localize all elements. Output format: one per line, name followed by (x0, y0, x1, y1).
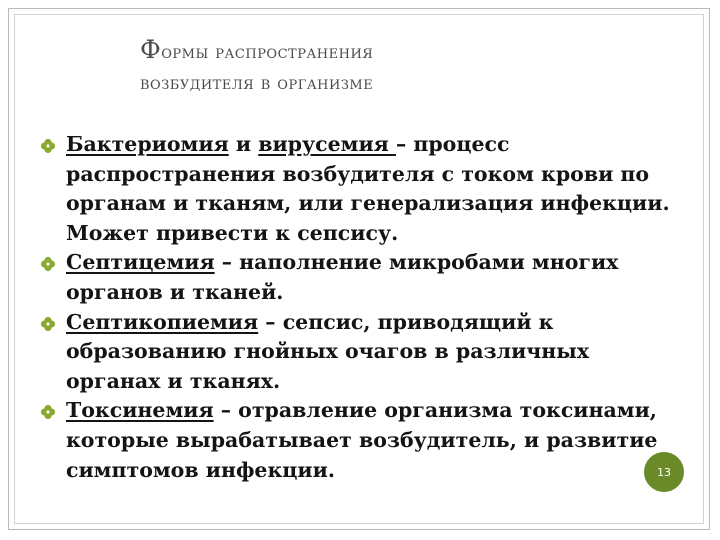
term-virusemia: вирусемия (258, 132, 396, 156)
term-toxinemia: Токсинемия (66, 398, 214, 423)
item-text: – сепсис, приводящий к образованию гнойных очагов в различных органах и тканях. (66, 309, 590, 393)
term-septicopyemia: Септикопиемия (66, 309, 259, 334)
term-septicemia: Септицемия (66, 250, 215, 275)
title-line2: возбудителя в организме (140, 71, 374, 94)
title-line1: ормы распространения (161, 41, 374, 63)
list-item (40, 130, 690, 248)
list-item (40, 396, 690, 485)
title-initial: Ф (140, 35, 162, 64)
clover-bullet-icon (40, 138, 56, 154)
term-bacteriomia: Бактериомия (66, 132, 229, 156)
term-joiner: и (228, 132, 259, 156)
list-item (40, 248, 690, 307)
item-text: – процесс распространения возбудителя с током крови по органам и тканям, или генерализация инфекции. Может привести к сепсису. (66, 132, 670, 245)
item-text: – отравление организма токсинами, которые вырабатывает возбудитель, и развитие симптомов инфекции. (66, 398, 658, 482)
clover-bullet-icon (40, 256, 56, 272)
item-text: – наполнение микробами многих органов и тканей. (66, 250, 619, 304)
clover-bullet-icon (40, 404, 56, 420)
bullet-list (40, 130, 690, 485)
slide-title (140, 36, 660, 95)
page-number: 13 (657, 465, 671, 479)
clover-bullet-icon (40, 316, 56, 332)
page-number-badge (644, 452, 684, 492)
list-item (40, 308, 690, 397)
